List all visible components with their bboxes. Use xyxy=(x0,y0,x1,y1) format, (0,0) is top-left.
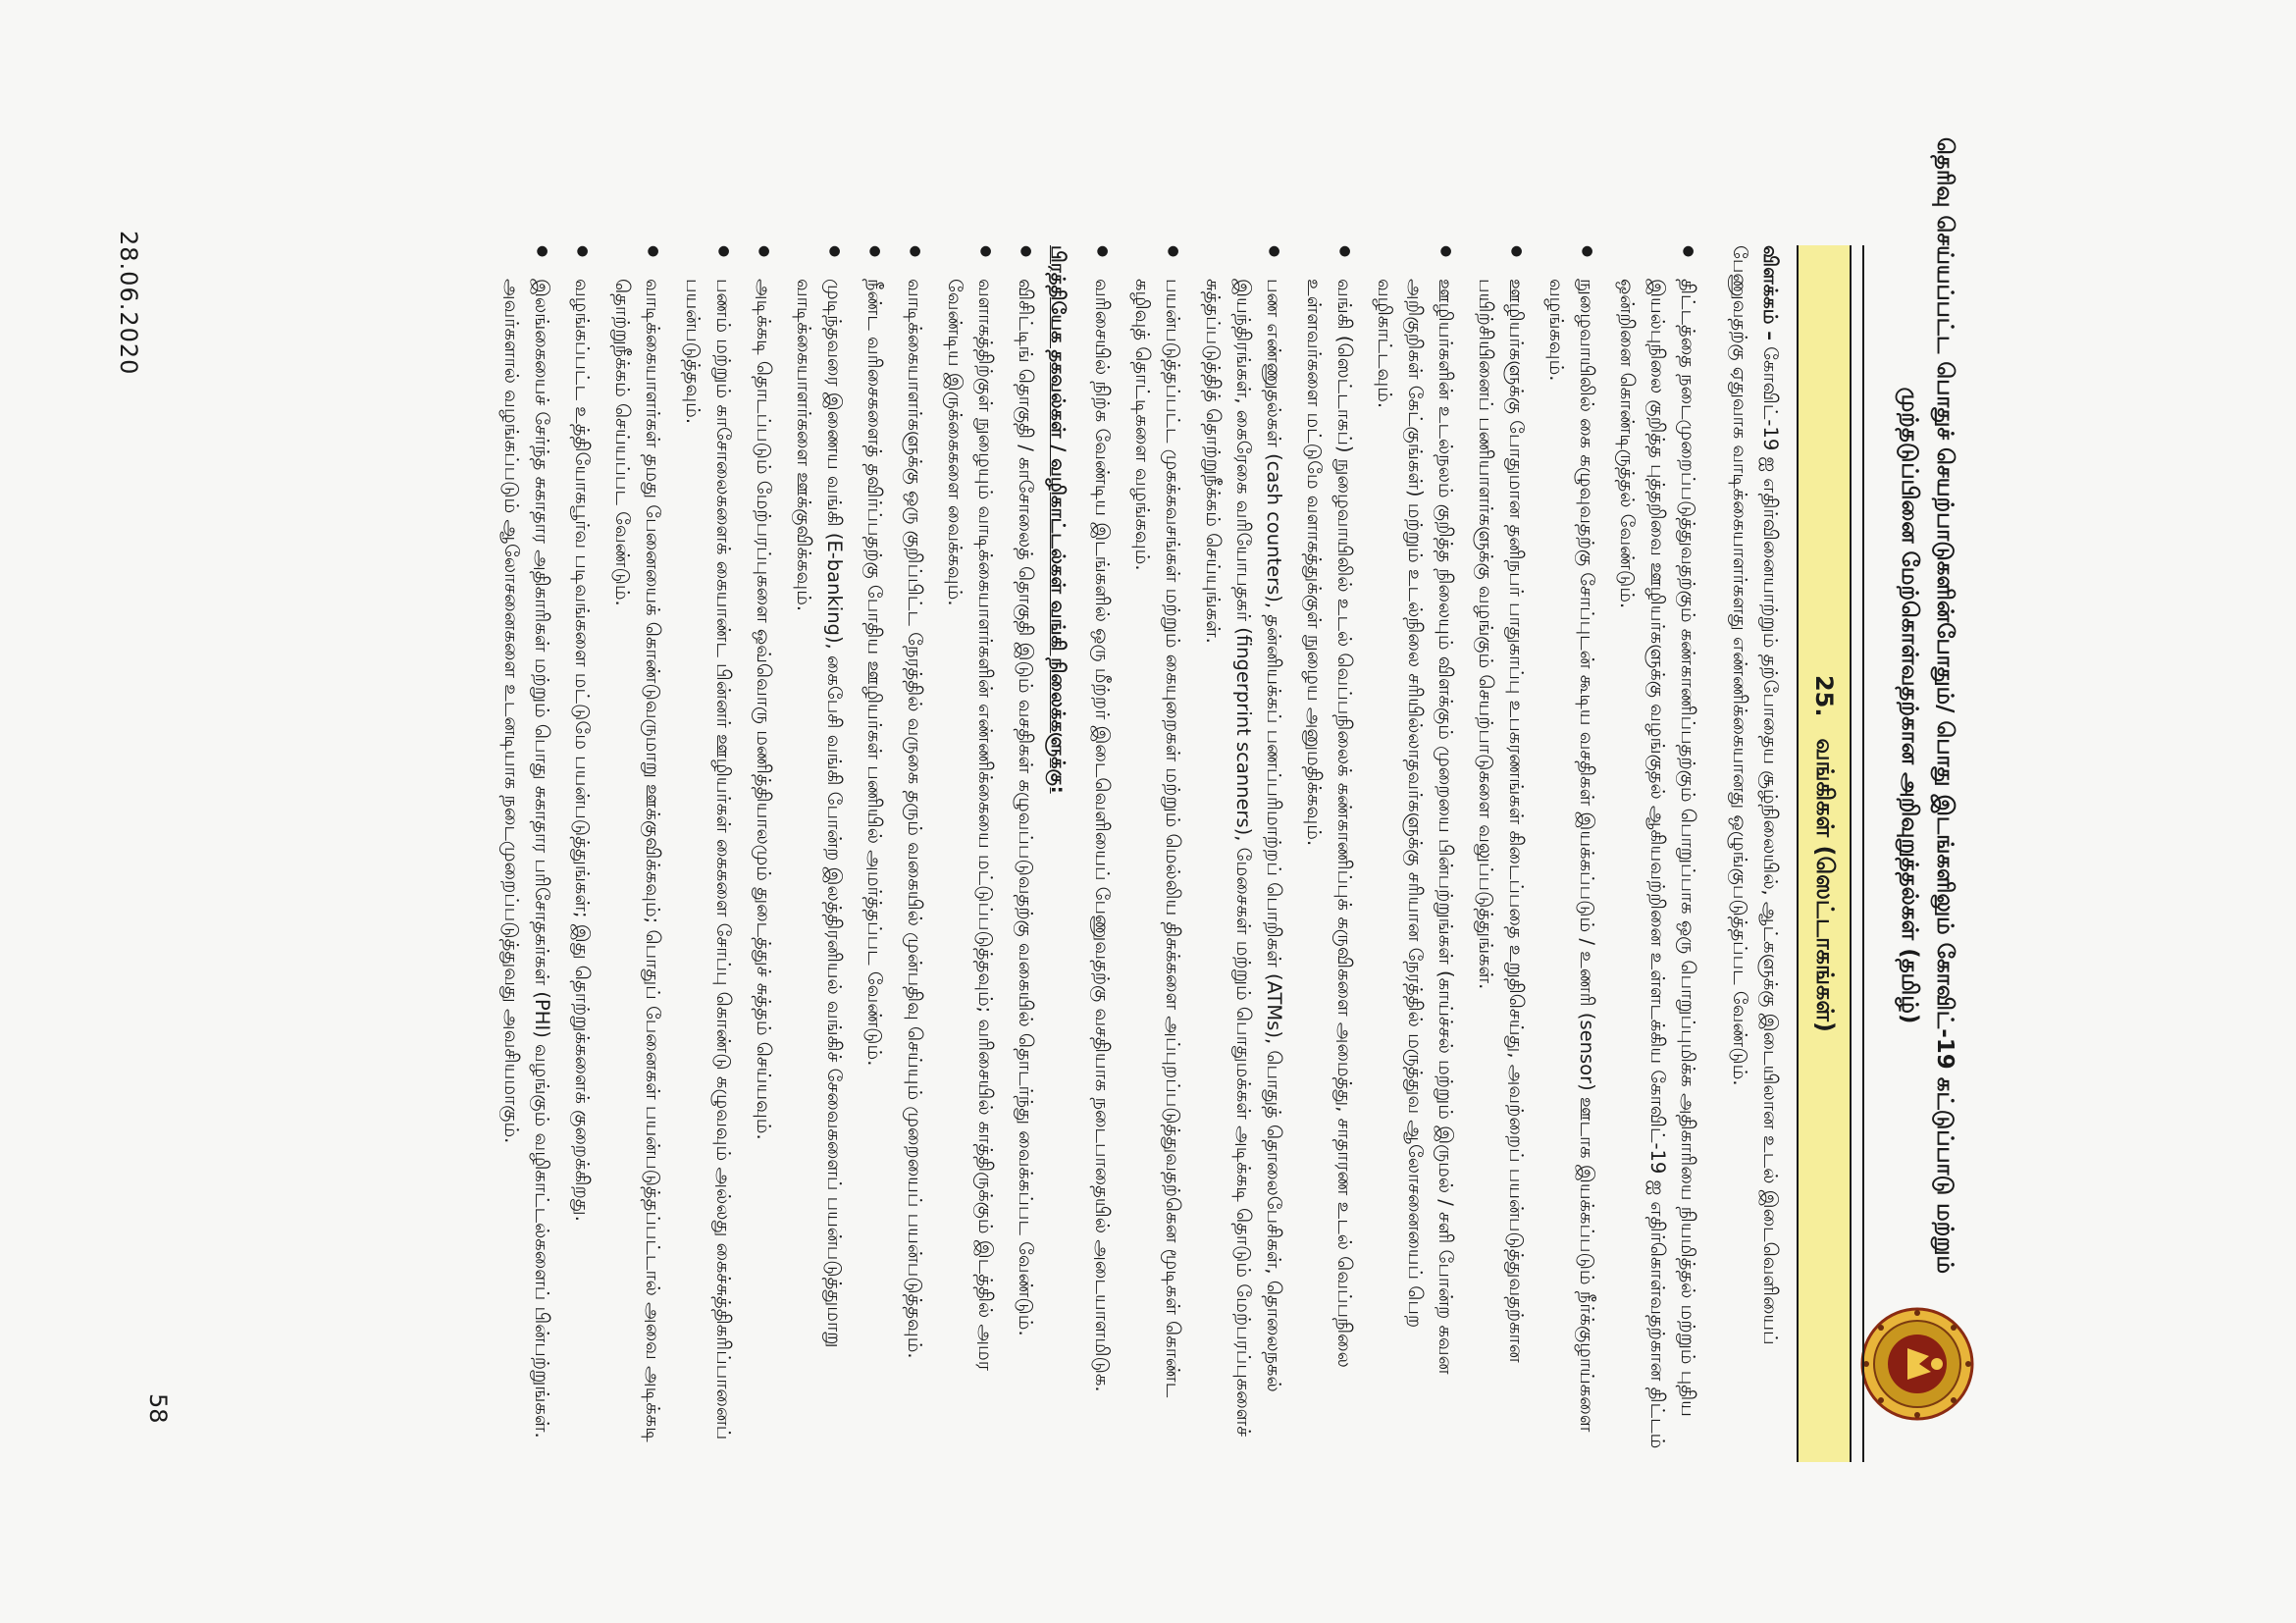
list-item: ● முடிந்தவரை இணைய வங்கி (E-banking), கைபேசி வங்கி போன்ற இலத்திரனியல் வங்கிச் சேவைகளைப் பயன்படுத்துமாறு வாடிக்கையாளர்களை ஊக்குவிக்கவும். xyxy=(789,245,850,1462)
intro-text: கோவிட்-19 ஐ எதிர்வினையாற்றும் தற்போதைய சூழ்நிலையில், ஆட்களுக்கு இடையிலான உடல் இடைவெளியைப் பேணுவதற்கு ஏதுவாக வாடிக்கையாளர்களது எண்ணிக்கையானது ஒழுங்குபடுத்தப்பட வேண்டும். xyxy=(1729,245,1782,1345)
section-title: வங்கிகள் (ஸெட்டாகங்கள்) xyxy=(1811,738,1840,1033)
list-item: ● பயன்படுத்தப்பட்ட முகக்கவசங்கள் மற்றும் கையுறைகள் மற்றும் மெல்லிய திசுக்களை அப்புறப்படுத்துவதற்கென மூடிகள் கொண்ட கழிவுத் தொட்டிகளை வழங்கவும். xyxy=(1127,245,1188,1462)
list-item: ● வாடிக்கையாளர்கள் தமது பேனையைக் கொண்டுவருமாறு ஊக்குவிக்கவும்; பொதுப் பேனைகள் பயன்படுத்தப்பட்டால் அவை அடிக்கடி தொற்றுநீக்கம் செய்யப்பட வேண்டும். xyxy=(607,245,668,1462)
page-number: 58 xyxy=(144,1393,172,1424)
header-rule xyxy=(1862,245,1864,1462)
list-item: ● வளாகத்திற்குள் நுழையும் வாடிக்கையாளர்களின் எண்ணிக்கையை மட்டுப்படுத்தவும்; வரிசையில் காத்திருக்கும் இடத்தில் அமர வேண்டிய இருக்கைகளை வைக்கவும். xyxy=(940,245,1001,1462)
general-guidelines-list xyxy=(1087,245,1703,1462)
specific-guidelines-list xyxy=(496,245,1041,1462)
government-emblem-icon xyxy=(1858,1305,1976,1423)
document-date: 28.06.2020 xyxy=(115,231,142,376)
list-item: ● இலங்கையைச் சேர்ந்த சுகாதார அதிகாரிகள் மற்றும் பொது சுகாதார பரிசோதகர்கள் (PHI) வழங்கும் வழிகாட்டல்களைப் பின்பற்றுங்கள். அவர்களால் வழங்கப்படும் ஆலோசனைகளை உடனடியாக நடைமுறைப்படுத்துவது அவசியமாகும். xyxy=(496,245,557,1462)
page-header xyxy=(1858,118,1962,1423)
list-item: ● நீண்ட வரிசைகளைத் தவிர்ப்பதற்கு போதிய ஊழியர்கள் பணியில் அமர்த்தப்பட வேண்டும். xyxy=(860,245,890,1462)
list-item: ● அடிக்கடி தொடப்படும் மேற்பரப்புகளை ஒவ்வொரு மணித்தியாலமும் துடைத்துச் சுத்தம் செய்யவும். xyxy=(749,245,779,1462)
intro-label: விளக்கம் – xyxy=(1759,245,1782,340)
section-number: 25. xyxy=(1810,674,1838,717)
document-title: தெரிவு செய்யப்பட்ட பொதுச் செயற்பாடுகளின்போதும்/ பொது இடங்களிலும் கோவிட்-19 கட்டுப்பாடு மற்றும் முற்தடுப்பினை மேற்கொள்வதற்கான அறிவுறுத்தல்கள் (தமிழ்) xyxy=(1897,136,1957,1275)
list-item: ● ஊழியர்களின் உடல்நலம் குறித்த நிலையும் விளக்கும் முறையை பின்பற்றுங்கள் (காய்ச்சல் மற்றும் இருமல் / சளி போன்ற கவன அறிகுறிகள் கேட்குங்கள்) மற்றும் உடல்நிலை சரியில்லாதவர்களுக்கு சரியான நேரத்தில் மருத்துவ ஆலோசனையைப் பெற வழிகாட்டவும். xyxy=(1370,245,1461,1462)
list-item: ● விசிட்டிங் தொகுதி / காசோலைத் தொகுதி இடும் வசதிகள் கழுவப்படுவதற்கு வகையில் தொடர்ந்து வைக்கப்பட வேண்டும். xyxy=(1011,245,1041,1462)
list-item: ● திட்டத்தை நடைமுறைப்படுத்துவதற்கும் கண்காணிப்பதற்கும் பொறுப்பாக ஒரு பொறுப்புமிக்க அதிகாரியை நியமித்தல் மற்றும் புதிய இயல்புநிலை குறித்த புத்தறிவை ஊழியர்களுக்கு வழங்குதல் ஆகியவற்றினை உள்ளடக்கிய கோவிட்-19 ஐ எதிர்கொள்வதற்கான திட்டம் ஒன்றினை கொண்டிருத்தல் வேண்டும். xyxy=(1612,245,1703,1462)
list-item: ● ஊழியர்களுக்கு போதுமான தனிநபர் பாதுகாப்பு உபகரணங்கள் கிடைப்பதை உறுதிசெய்து, அவற்றைப் பயன்படுத்துவதற்கான பயிற்சியினைப் பணியாளர்களுக்கு வழங்கும் செயற்பாடுகளை வலுப்படுத்துங்கள். xyxy=(1471,245,1532,1462)
specific-guidelines-heading: பிரத்தியேக தகவல்கள் / வழிகாட்டல்கள் வங்கி நிலைக்களுக்கு: xyxy=(1047,245,1070,794)
list-item: ● பணம் மற்றும் காசோலைகளைக் கையாண்ட பின்னர் ஊழியர்கள் கைகளை சோப்பு கொண்டு கழுவவும் அல்லது கைச்சுத்திகரிப்பானைப் பயன்படுத்தவும். xyxy=(678,245,739,1462)
list-item: ● நுழைவாயிலில் கை கழுவுவதற்கு சோப்புடன் கூடிய வசதிகள் இயக்கப்படும் / உணரி (sensor) ஊடாக இயக்கப்படும் நீர்க்குழாய்களை வழங்கவும். xyxy=(1541,245,1602,1462)
list-item: ● வாடிக்கையாளர்களுக்கு ஒரு குறிப்பிட்ட நேரத்தில் வருகை தரும் வகையில் முன்பதிவு செய்யும் முறையைப் பயன்படுத்தவும். xyxy=(900,245,930,1462)
section-heading xyxy=(1797,245,1852,1462)
list-item: ● வழங்கப்பட்ட உத்தியோகபூர்வ படிவங்களை மட்டுமே பயன்படுத்துங்கள்; இது தொற்றுக்களைக் குறைக்கிறது. xyxy=(567,245,598,1462)
list-item: ● வரிசையில் நிற்க வேண்டிய இடங்களில் ஒரு மீற்றர் இடைவெளியைப் பேணுவதற்கு வசதியாக நடைபாதையில் அடையாளமிடுக. xyxy=(1087,245,1118,1462)
list-item: ● பண எண்ணுதல்கள் (cash counters), தன்னியக்கப் பணப்பரிமாற்றப் பொறிகள் (ATMs), பொதுத் தொலைபேசிகள், தொலைநகல் இயந்திரங்கள், கைரேகை வரியோபதகர் (fingerprint scanners), மேசைகள் மற்றும் பொதுமக்கள் அடிக்கடி தொடும் மேற்பரப்புகளைச் சுத்தப்படுத்தித் தொற்றுநீக்கம் செய்யுங்கள். xyxy=(1198,245,1289,1462)
page-body xyxy=(487,245,1786,1462)
intro-paragraph xyxy=(1725,245,1786,1462)
list-item: ● வங்கி (ஸெட்டாகப்) நுழைவாயிலில் உடல் வெப்பநிலைக் கண்காணிப்புக் கருவிகளை அமைத்து, சாதாரண உடல் வெப்பநிலை உள்ளவர்களை மட்டுமே வளாகத்துக்குள் நுழைய அனுமதிக்கவும். xyxy=(1299,245,1360,1462)
